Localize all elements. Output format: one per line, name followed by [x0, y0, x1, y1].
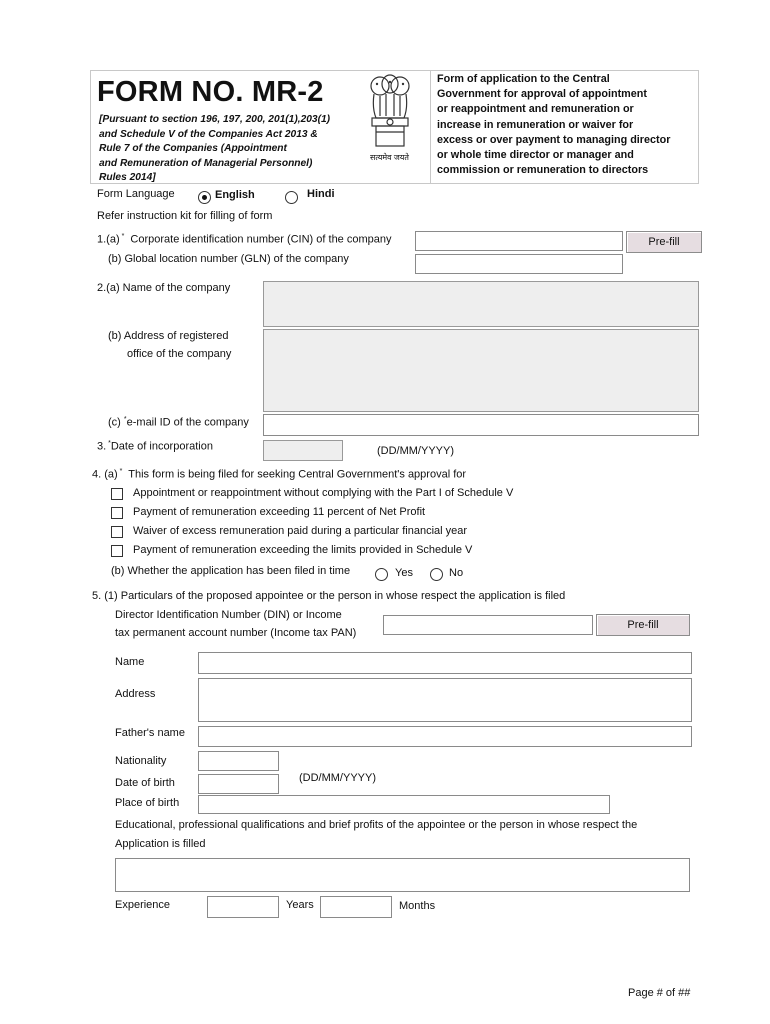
emblem-motto: सत्यमेव जयते	[370, 153, 409, 162]
gln-input[interactable]	[415, 254, 623, 274]
checkbox-waiver-label: Waiver of excess remuneration paid during a particular financial year	[133, 525, 468, 537]
q2c-label: (c) *e-mail ID of the company	[108, 416, 249, 429]
q4a-label: 4. (a) * This form is being filed for seeking Central Government's approval for	[92, 468, 467, 481]
q1b-label: (b) Global location number (GLN) of the company	[108, 253, 349, 265]
experience-months-input[interactable]	[320, 896, 392, 918]
dob-hint: (DD/MM/YYYY)	[299, 772, 376, 784]
yes-label: Yes	[395, 567, 413, 579]
fathers-name-label: Father's name	[115, 727, 185, 739]
filed-in-time-no-radio[interactable]	[430, 568, 443, 581]
place-of-birth-input[interactable]	[198, 795, 610, 814]
years-label: Years	[286, 899, 314, 911]
experience-label: Experience	[115, 899, 171, 911]
q2a-label: 2.(a) Name of the company	[97, 282, 231, 294]
address-input[interactable]	[198, 678, 692, 722]
checkbox-waiver[interactable]	[111, 526, 123, 538]
incorporation-date-field	[263, 440, 343, 461]
checkbox-appointment-label: Appointment or reappointment without complying with the Part I of Schedule V	[133, 487, 514, 499]
name-input[interactable]	[198, 652, 692, 674]
experience-years-input[interactable]	[207, 896, 279, 918]
checkbox-appointment[interactable]	[111, 488, 123, 500]
qualifications-input[interactable]	[115, 858, 690, 892]
q2b-label-1: (b) Address of registered	[108, 330, 229, 342]
qualifications-label-2: Application is filled	[115, 838, 206, 850]
address-label: Address	[115, 688, 156, 700]
din-label-2: tax permanent account number (Income tax PAN)	[115, 627, 357, 639]
form-language-label: Form Language	[97, 188, 175, 200]
hindi-label: Hindi	[307, 188, 335, 200]
english-label: English	[215, 189, 255, 201]
pursuant-text: [Pursuant to section 196, 197, 200, 201(1),203(1) and Schedule V of the Companies Act 2013 & Rule 7 of the Companies (Appointment and Remuneration of Managerial Personnel) Rules 2014]	[99, 114, 331, 184]
q3-label: 3. *Date of incorporation	[97, 440, 213, 453]
q1a-label: 1.(a) * Corporate identification number (CIN) of the company	[97, 233, 392, 246]
q5-label: 5. (1) Particulars of the proposed appointee or the person in whose respect the application is filed	[92, 590, 566, 602]
checkbox-remuneration-11pct[interactable]	[111, 507, 123, 519]
form-description: Form of application to the Central Government for approval of appointment or reappointment and remuneration or increase in remuneration or waiver for excess or over payment to managing director or whole time director or manager and commission or remuneration to directors	[437, 73, 671, 177]
page-number: Page # of ##	[628, 987, 691, 999]
din-label-1: Director Identification Number (DIN) or Income	[115, 609, 342, 621]
din-pan-input[interactable]	[383, 615, 593, 635]
company-name-field	[263, 281, 699, 327]
din-prefill-button[interactable]: Pre-fill	[596, 614, 690, 636]
q4b-label: (b) Whether the application has been filed in time	[111, 565, 351, 577]
company-address-field	[263, 329, 699, 412]
place-of-birth-label: Place of birth	[115, 797, 180, 809]
q3-date-hint: (DD/MM/YYYY)	[377, 445, 454, 457]
nationality-label: Nationality	[115, 755, 167, 767]
nationality-input[interactable]	[198, 751, 279, 771]
fathers-name-input[interactable]	[198, 726, 692, 747]
filed-in-time-yes-radio[interactable]	[375, 568, 388, 581]
no-label: No	[449, 567, 464, 579]
hindi-radio[interactable]	[285, 191, 298, 204]
dob-label: Date of birth	[115, 777, 175, 789]
checkbox-exceeding-limits-label: Payment of remuneration exceeding the limits provided in Schedule V	[133, 544, 473, 556]
company-email-input[interactable]	[263, 414, 699, 436]
cin-input[interactable]	[415, 231, 623, 251]
header-divider	[430, 70, 431, 184]
national-emblem-icon	[362, 72, 418, 164]
form-title: FORM NO. MR-2	[97, 76, 324, 108]
checkbox-remuneration-11pct-label: Payment of remuneration exceeding 11 percent of Net Profit	[133, 506, 426, 518]
qualifications-label-1: Educational, professional qualifications and brief profits of the appointee or the person in whose respect the	[115, 819, 638, 831]
cin-prefill-button[interactable]: Pre-fill	[626, 231, 702, 253]
checkbox-exceeding-limits[interactable]	[111, 545, 123, 557]
instruction-text: Refer instruction kit for filling of form	[97, 210, 273, 222]
name-label: Name	[115, 656, 145, 668]
months-label: Months	[399, 900, 436, 912]
english-radio[interactable]	[198, 191, 211, 204]
q2b-label-2: office of the company	[127, 348, 232, 360]
dob-input[interactable]	[198, 774, 279, 794]
